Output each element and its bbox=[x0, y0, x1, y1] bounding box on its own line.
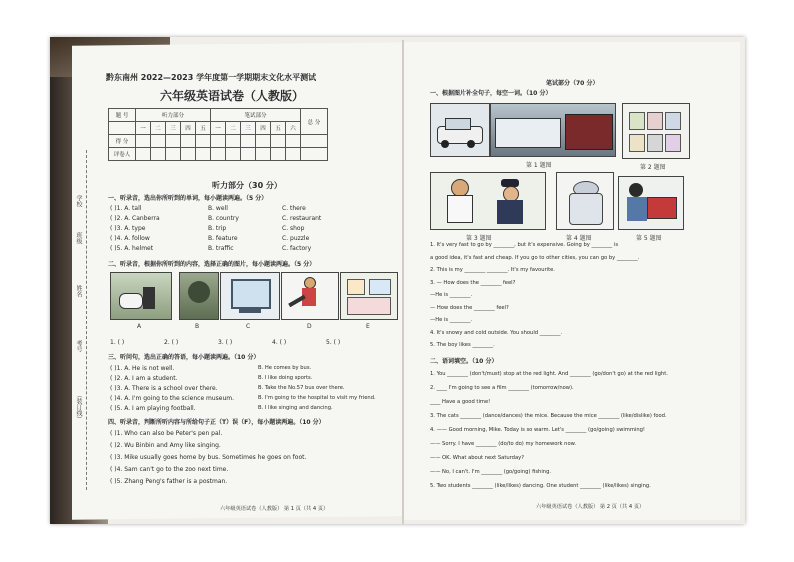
writing-sec1-title: 一、根据图片补全句子，每空一词。（10 分） bbox=[430, 90, 552, 97]
option-b: B. trip bbox=[208, 225, 227, 232]
score-num: 一 bbox=[136, 122, 151, 135]
question-row: ( )1. A. tall bbox=[110, 205, 142, 212]
score-table-cell: 得 分 bbox=[109, 135, 136, 148]
picture-letter-d: D bbox=[307, 323, 312, 330]
fill-sentence: —— OK. What about next Saturday? bbox=[430, 455, 524, 461]
fill-sentence: —— Sorry. I have ________ (do/to do) my homework now. bbox=[430, 441, 577, 447]
picture-scientist-police bbox=[430, 172, 546, 230]
question-row: ( )2. Wu Binbin and Amy like singing. bbox=[110, 442, 221, 449]
answer-blank[interactable]: 4. ( ) bbox=[272, 339, 287, 346]
picture-reading-boy bbox=[618, 176, 684, 230]
score-num: 二 bbox=[226, 122, 241, 135]
picture-stamps bbox=[622, 103, 690, 159]
fill-sentence: 2. This is my ________ ________. It's my favourite. bbox=[430, 267, 555, 273]
option-c: C. factory bbox=[282, 245, 312, 252]
score-num: 三 bbox=[241, 122, 256, 135]
fill-sentence: 2. ____ I'm going to see a film ________ (tomorrow/now). bbox=[430, 385, 574, 391]
question-row: ( )4. A. follow bbox=[110, 235, 150, 242]
score-num: 四 bbox=[181, 122, 196, 135]
picture-d-person bbox=[281, 272, 339, 320]
page-footer-left: 六年级英语试卷（人教版） 第 1 页（共 4 页） bbox=[220, 506, 329, 512]
picture-coat bbox=[556, 172, 614, 230]
question-row: ( )5. A. I am playing football. bbox=[110, 405, 196, 412]
fill-sentence: 3. The cats ________ (dance/dances) the mice. Because the mice ________ (like/dislike) food. bbox=[430, 413, 667, 419]
question-row: ( )1. Who can also be Peter's pen pal. bbox=[110, 430, 223, 437]
side-label-class: 班级 bbox=[75, 232, 82, 244]
caption-pic2: 第 2 题图 bbox=[640, 164, 666, 171]
question-row: ( )3. Mike usually goes home by bus. Sometimes he goes on foot. bbox=[110, 454, 307, 461]
score-num: 五 bbox=[271, 122, 286, 135]
caption-pic1: 第 1 题图 bbox=[526, 162, 552, 169]
picture-e-drawings bbox=[340, 272, 398, 320]
exam-title-line2: 六年级英语试卷（人教版） bbox=[160, 89, 305, 103]
option-b: B. I'm going to the hospital to visit my friend. bbox=[258, 395, 376, 401]
option-b: B. He comes by bus. bbox=[258, 365, 312, 371]
question-row: ( )5. A. helmet bbox=[110, 245, 154, 252]
listening-sec4-title: 四、听录音，判断所听内容与所给句子正（T）误（F），每小题读两遍。（10 分） bbox=[108, 419, 325, 426]
question-row: ( )5. Zhang Peng's father is a postman. bbox=[110, 478, 228, 485]
question-row: ( )2. A. Canberra bbox=[110, 215, 160, 222]
question-row: ( )3. A. There is a school over there. bbox=[110, 385, 218, 392]
question-row: ( )4. Sam can't go to the zoo next time. bbox=[110, 466, 229, 473]
option-c: C. restaurant bbox=[282, 215, 322, 222]
fill-sentence: ____ Have a good time! bbox=[430, 399, 491, 405]
option-b: B. I like singing and dancing. bbox=[258, 405, 333, 411]
fill-sentence: 1. It's very fast to go by ________, but it's expensive. Going by ________ is bbox=[430, 242, 619, 248]
score-table-cell: 总 分 bbox=[301, 109, 328, 135]
exam-title-line1: 黔东南州 2022—2023 学年度第一学期期末文化水平测试 bbox=[106, 73, 317, 82]
question-row: ( )2. A. I am a student. bbox=[110, 375, 178, 382]
picture-letter-e: E bbox=[366, 323, 370, 330]
caption-pic5: 第 5 题图 bbox=[636, 235, 662, 242]
binding-line bbox=[86, 150, 87, 490]
option-c: C. shop bbox=[282, 225, 305, 232]
option-b: B. traffic bbox=[208, 245, 234, 252]
picture-b-bird bbox=[179, 272, 219, 320]
fill-sentence: 5. Two students ________ (like/likes) dancing. One student ________ (like/likes) singing. bbox=[430, 483, 651, 489]
score-table-cell: 听力部分 bbox=[136, 109, 211, 122]
fill-sentence: — How does the ________ feel? bbox=[430, 304, 509, 311]
option-c: C. there bbox=[282, 205, 306, 212]
option-b: B. country bbox=[208, 215, 239, 222]
picture-a-cows bbox=[110, 272, 172, 320]
answer-blank[interactable]: 1. ( ) bbox=[110, 339, 125, 346]
option-b: B. feature bbox=[208, 235, 238, 242]
score-table-cell: 笔试部分 bbox=[211, 109, 301, 122]
fill-sentence: —He is ________. bbox=[430, 292, 473, 298]
answer-blank[interactable]: 3. ( ) bbox=[218, 339, 233, 346]
listening-heading: 听力部分（30 分） bbox=[212, 181, 282, 190]
option-b: B. I like doing sports. bbox=[258, 375, 313, 381]
question-row: ( )3. A. type bbox=[110, 225, 146, 232]
listening-sec2-title: 二、听录音，根据你所听到的内容，选择正确的图片，每小题读两遍。（5 分） bbox=[108, 261, 316, 268]
option-c: C. puzzle bbox=[282, 235, 310, 242]
option-b: B. Take the No.57 bus over there. bbox=[258, 385, 345, 391]
answer-blank[interactable]: 5. ( ) bbox=[326, 339, 341, 346]
picture-trains bbox=[490, 103, 616, 157]
score-num: 五 bbox=[196, 122, 211, 135]
score-num: 四 bbox=[256, 122, 271, 135]
picture-taxi bbox=[430, 103, 490, 157]
picture-letter-c: C bbox=[246, 323, 251, 330]
score-num: 六 bbox=[286, 122, 301, 135]
score-table bbox=[108, 108, 328, 161]
side-label-exam-no: 考号 bbox=[75, 340, 82, 352]
side-label-name: 姓名 bbox=[75, 285, 82, 297]
score-num: 三 bbox=[166, 122, 181, 135]
picture-c-computer bbox=[220, 272, 280, 320]
page-fold bbox=[402, 40, 404, 524]
writing-sec2-title: 二、语词填空。（10 分） bbox=[430, 358, 498, 365]
side-label-school: 学校 bbox=[75, 195, 82, 207]
fill-sentence: 5. The boy likes ________. bbox=[430, 342, 495, 348]
fill-sentence: —— No, I can't. I'm ________ (go/going) fishing. bbox=[430, 469, 552, 475]
listening-sec3-title: 三、听问句，选出正确的答语，每小题读两遍。（10 分） bbox=[108, 354, 260, 361]
question-row: ( )4. A. I'm going to the science museum. bbox=[110, 395, 235, 402]
answer-blank[interactable]: 2. ( ) bbox=[164, 339, 179, 346]
fill-sentence: a good idea, it's fast and cheap. If you go to other cities, you can go by ________. bbox=[430, 254, 640, 261]
score-num: 二 bbox=[151, 122, 166, 135]
score-num: 一 bbox=[211, 122, 226, 135]
question-row: ( )1. A. He is not well. bbox=[110, 365, 175, 372]
fill-sentence: 4. —— Good morning, Mike. Today is so warm. Let's ________ (go/going) swimming! bbox=[430, 427, 646, 433]
fill-sentence: 1. You ________ (don't/must) stop at the red light. And ________ (go/don't go) at the red light. bbox=[430, 371, 668, 377]
picture-letter-b: B bbox=[195, 323, 200, 330]
caption-pic3: 第 3 题图 bbox=[466, 235, 492, 242]
fill-sentence: 4. It's snowy and cold outside. You should ________. bbox=[430, 329, 563, 336]
picture-letter-a: A bbox=[137, 323, 142, 330]
option-b: B. well bbox=[208, 205, 228, 212]
listening-sec1-title: 一、听录音，选出你所听到的单词，每小题读两遍。（5 分） bbox=[108, 195, 268, 202]
fill-sentence: —He is ________. bbox=[430, 317, 473, 323]
fill-sentence: 3. — How does the ________ feel? bbox=[430, 279, 516, 286]
side-label-binding: （装订线） bbox=[75, 392, 82, 422]
page-footer-right: 六年级英语试卷（人教版） 第 2 页（共 4 页） bbox=[536, 504, 645, 510]
score-table-cell: 评卷人 bbox=[109, 148, 136, 161]
score-table-cell: 题 号 bbox=[109, 109, 136, 122]
caption-pic4: 第 4 题图 bbox=[566, 235, 592, 242]
writing-heading: 笔试部分（70 分） bbox=[546, 80, 599, 87]
